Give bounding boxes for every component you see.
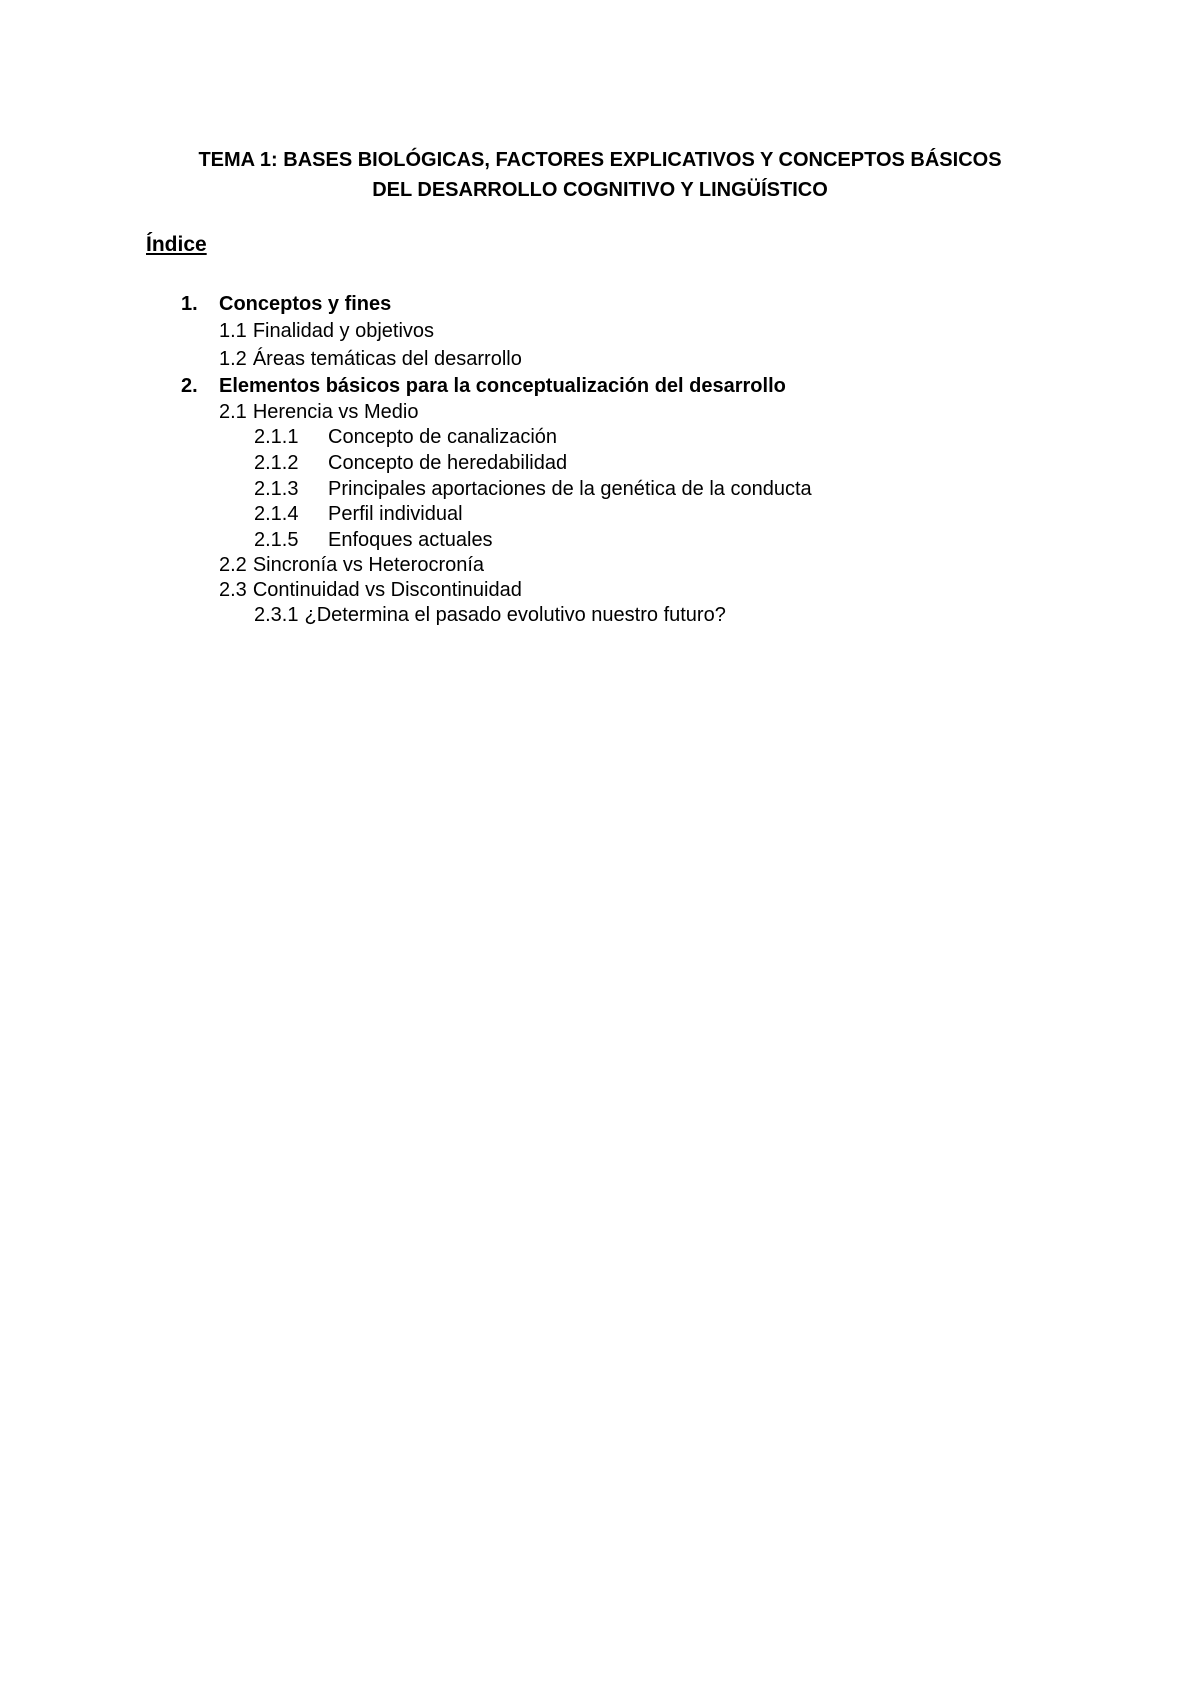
toc-item-label: Concepto de canalización xyxy=(328,426,558,448)
toc-item-number: 2.3.1 xyxy=(254,604,299,626)
toc-item-label: Concepto de heredabilidad xyxy=(328,452,568,474)
toc-item-label: Conceptos y fines xyxy=(219,293,392,315)
toc-item-label: Herencia vs Medio xyxy=(252,401,419,423)
title-line-1: TEMA 1: BASES BIOLÓGICAS, FACTORES EXPLICATIVOS Y CONCEPTOS BÁSICOS xyxy=(198,149,1002,171)
toc-item-2-2 xyxy=(219,553,484,578)
toc-item-2-1-3 xyxy=(254,477,812,502)
toc-item-2-1-2 xyxy=(254,451,567,476)
toc-item-label: Elementos básicos para la conceptualización del desarrollo xyxy=(219,375,786,397)
toc-item-label: Enfoques actuales xyxy=(328,529,493,551)
toc-item-label: Finalidad y objetivos xyxy=(252,320,435,342)
toc-item-label: Continuidad vs Discontinuidad xyxy=(252,579,522,601)
toc-item-number: 2.1.3 xyxy=(254,478,299,500)
toc-item-label: Áreas temáticas del desarrollo xyxy=(252,348,522,370)
toc-item-number: 2.1 xyxy=(219,401,247,423)
toc-item-number: 2.1.1 xyxy=(254,426,299,448)
toc-item-2 xyxy=(181,374,786,399)
toc-item-label: Sincronía vs Heterocronía xyxy=(252,554,485,576)
toc-item-2-3 xyxy=(219,578,522,603)
title-line-2: DEL DESARROLLO COGNITIVO Y LINGÜÍSTICO xyxy=(372,179,828,201)
toc-item-label: Principales aportaciones de la genética de la conducta xyxy=(328,478,812,500)
toc-item-2-1-5 xyxy=(254,528,493,553)
toc-item-2-1-1 xyxy=(254,425,557,450)
toc-item-1-1 xyxy=(219,319,434,344)
toc-item-number: 1. xyxy=(181,293,198,315)
toc-item-1-2 xyxy=(219,347,522,372)
toc-item-number: 2.3 xyxy=(219,579,247,601)
toc-item-number: 2.1.5 xyxy=(254,529,299,551)
toc-item-number: 1.2 xyxy=(219,348,247,370)
toc-item-number: 2.1.4 xyxy=(254,503,299,525)
toc-item-1 xyxy=(181,292,391,317)
toc-item-number: 2. xyxy=(181,375,198,397)
toc-item-2-1-4 xyxy=(254,502,463,527)
toc-item-2-1 xyxy=(219,400,418,425)
toc-item-label: ¿Determina el pasado evolutivo nuestro futuro? xyxy=(304,604,726,626)
toc-item-number: 2.1.2 xyxy=(254,452,299,474)
toc-item-number: 1.1 xyxy=(219,320,247,342)
toc-item-2-3-1 xyxy=(254,603,726,628)
toc-item-number: 2.2 xyxy=(219,554,247,576)
index-heading: Índice xyxy=(146,233,207,256)
document-title xyxy=(0,145,1200,205)
toc-item-label: Perfil individual xyxy=(328,503,463,525)
